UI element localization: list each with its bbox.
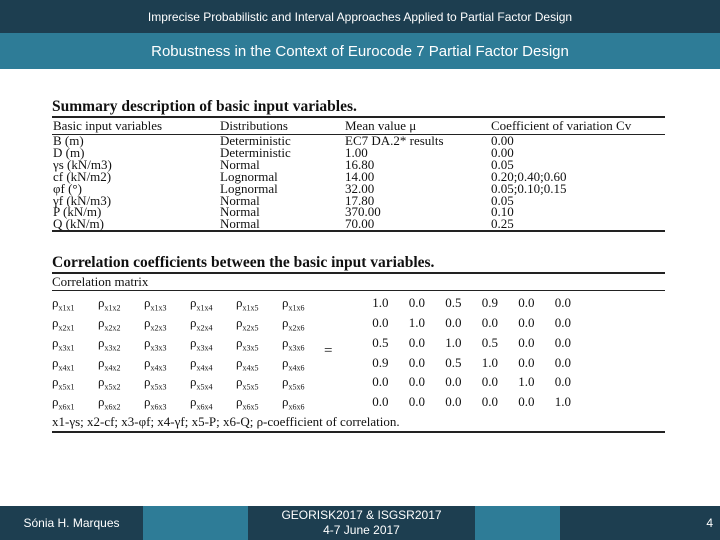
rho-subscript: x4x3: [150, 363, 167, 373]
matrix-value: 0.5: [445, 295, 462, 311]
rho-symbol: [98, 355, 144, 375]
rho-subscript: x6x5: [242, 402, 259, 412]
rho-subscript: x1x4: [196, 303, 213, 313]
matrix-value: 1.0: [445, 334, 462, 350]
rho-letter: ρ: [144, 295, 151, 311]
rho-subscript: x5x6: [288, 383, 305, 393]
matrix-value: 0.9: [372, 354, 389, 370]
table-cell: Q (kN/m): [52, 218, 219, 231]
rho-subscript: x6x1: [58, 402, 75, 412]
rho-symbol: [190, 355, 236, 375]
rho-symbol: [144, 335, 190, 355]
table-cell: 0.00: [491, 144, 514, 160]
table-cell: γf (kN/m3): [53, 192, 112, 208]
rho-letter: ρ: [52, 295, 59, 311]
rho-letter: ρ: [282, 354, 289, 370]
rho-letter: ρ: [98, 315, 105, 331]
rho-subscript: x1x3: [150, 303, 167, 313]
matrix-value: 0.0: [445, 374, 462, 390]
summary-title: Summary description of basic input variables.: [52, 98, 357, 115]
table-cell: Normal: [220, 204, 260, 220]
rho-letter: ρ: [52, 354, 59, 370]
column-header: Mean value μ: [344, 118, 490, 135]
footer-event-box: [248, 506, 475, 540]
matrix-value: 1.0: [518, 374, 535, 390]
matrix-value: 0.0: [554, 295, 571, 311]
table-cell: EC7 DA.2* results: [345, 133, 444, 148]
rho-symbol: [52, 394, 98, 414]
rho-letter: ρ: [190, 374, 197, 390]
rho-subscript: x2x1: [58, 323, 75, 333]
footer-spacer: [143, 506, 248, 540]
table-cell: 0.05;0.10;0.15: [491, 180, 567, 196]
table-cell: D (m): [53, 144, 85, 160]
column-header: Coefficient of variation Cv: [490, 118, 665, 135]
rho-subscript: x3x5: [242, 343, 259, 353]
table-cell: Deterministic: [220, 144, 291, 160]
rho-letter: ρ: [236, 374, 243, 390]
rho-subscript: x3x6: [288, 343, 305, 353]
correlation-value-matrix: [352, 295, 571, 414]
rho-subscript: x6x3: [150, 402, 167, 412]
table-cell: P (kN/m): [53, 204, 102, 220]
rho-letter: ρ: [98, 334, 105, 350]
rho-letter: ρ: [144, 334, 151, 350]
matrix-value: 0.0: [372, 315, 389, 331]
rho-symbol: [52, 335, 98, 355]
rho-letter: ρ: [144, 374, 151, 390]
matrix-value: 0.0: [554, 354, 571, 370]
rho-letter: ρ: [236, 394, 243, 410]
rho-subscript: x1x6: [288, 303, 305, 313]
matrix-value: 0.0: [518, 315, 535, 331]
rho-subscript: x5x5: [242, 383, 259, 393]
rho-letter: ρ: [52, 374, 59, 390]
correlation-title: Correlation coefficients between the basic input variables.: [52, 254, 435, 272]
table-cell: γs (kN/m3): [53, 156, 112, 172]
matrix-value: 0.5: [481, 334, 498, 350]
rho-letter: ρ: [236, 295, 243, 311]
rho-symbol: [190, 295, 236, 315]
rho-subscript: x5x4: [196, 383, 213, 393]
rho-subscript: x3x4: [196, 343, 213, 353]
rho-symbol: [282, 315, 328, 335]
rho-letter: ρ: [98, 295, 105, 311]
rho-symbol: [236, 355, 282, 375]
rho-symbol: [236, 315, 282, 335]
rho-letter: ρ: [190, 334, 197, 350]
table-cell: 17.80: [345, 192, 375, 208]
rho-letter: ρ: [282, 394, 289, 410]
table-cell: 16.80: [345, 156, 375, 172]
matrix-value: 1.0: [372, 295, 389, 311]
slide-title-bar: [0, 33, 720, 69]
rho-letter: ρ: [98, 394, 105, 410]
table-cell: 0.05: [491, 192, 514, 208]
rho-subscript: x3x3: [150, 343, 167, 353]
rho-subscript: x6x2: [104, 402, 121, 412]
rho-subscript: x2x2: [104, 323, 121, 333]
rho-letter: ρ: [282, 334, 289, 350]
rho-letter: ρ: [190, 394, 197, 410]
rho-symbol: [190, 315, 236, 335]
rho-symbol: [282, 335, 328, 355]
matrix-value: 0.0: [554, 374, 571, 390]
table-cell: 32.00: [345, 180, 375, 196]
matrix-value: 0.0: [372, 374, 389, 390]
rho-symbol: [52, 295, 98, 315]
rho-symbol: [144, 374, 190, 394]
table-cell: Normal: [219, 218, 344, 231]
rho-subscript: x4x1: [58, 363, 75, 373]
footer-author-box: [0, 506, 143, 540]
rho-symbol: [98, 335, 144, 355]
event-dates: 4-7 June 2017: [323, 523, 400, 537]
rho-letter: ρ: [282, 374, 289, 390]
rho-letter: ρ: [236, 315, 243, 331]
rho-letter: ρ: [190, 315, 197, 331]
table-cell: 14.00: [345, 168, 375, 184]
rho-subscript: x6x6: [288, 402, 305, 412]
table-cell: Normal: [220, 192, 260, 208]
matrix-value: 1.0: [554, 394, 571, 410]
rho-letter: ρ: [98, 354, 105, 370]
rho-letter: ρ: [52, 394, 59, 410]
footer-page-box: [560, 506, 720, 540]
rho-subscript: x4x5: [242, 363, 259, 373]
rho-subscript: x4x6: [288, 363, 305, 373]
rho-symbol: [144, 394, 190, 414]
matrix-value: 0.5: [445, 354, 462, 370]
footer-bar: [0, 506, 720, 540]
rho-letter: ρ: [190, 295, 197, 311]
rho-letter: ρ: [190, 354, 197, 370]
rho-symbol: [236, 394, 282, 414]
matrix-value: 0.0: [518, 295, 535, 311]
matrix-value: 0.0: [554, 334, 571, 350]
rho-symbol: [144, 355, 190, 375]
event-name: GEORISK2017 & ISGSR2017: [281, 508, 442, 522]
matrix-value: 0.0: [408, 334, 425, 350]
rho-subscript: x4x4: [196, 363, 213, 373]
rho-letter: ρ: [144, 354, 151, 370]
rho-symbol: [98, 394, 144, 414]
table-cell: Deterministic: [220, 133, 291, 148]
rho-symbol: [236, 335, 282, 355]
rho-letter: ρ: [144, 315, 151, 331]
table-cell: Lognormal: [220, 180, 278, 196]
rho-subscript: x3x2: [104, 343, 121, 353]
rho-letter: ρ: [52, 315, 59, 331]
rho-symbol-matrix: [52, 295, 328, 414]
author-name: Sónia H. Marques: [23, 516, 120, 530]
table-cell: 0.00: [491, 133, 514, 148]
page-number: 4: [706, 516, 713, 530]
rho-letter: ρ: [236, 354, 243, 370]
presentation-title: Imprecise Probabilistic and Interval Approaches Applied to Partial Factor Design: [147, 9, 573, 24]
column-header: Basic input variables: [52, 118, 219, 135]
matrix-value: 0.0: [372, 394, 389, 410]
table-cell: 1.00: [345, 144, 368, 160]
matrix-value: 0.9: [481, 295, 498, 311]
rho-subscript: x1x2: [104, 303, 121, 313]
rho-subscript: x1x5: [242, 303, 259, 313]
rho-symbol: [236, 374, 282, 394]
matrix-value: 0.5: [372, 334, 389, 350]
rho-symbol: [282, 295, 328, 315]
rho-symbol: [52, 374, 98, 394]
slide-title: Robustness in the Context of Eurocode 7 Partial Factor Design: [151, 42, 569, 60]
table-cell: cf (kN/m2): [53, 168, 112, 184]
table-cell: Lognormal: [220, 168, 278, 184]
matrix-value: 0.0: [481, 394, 498, 410]
slide-content: [52, 98, 665, 433]
rho-symbol: [282, 374, 328, 394]
correlation-section: [52, 254, 665, 433]
rho-symbol: [52, 315, 98, 335]
rho-subscript: x2x3: [150, 323, 167, 333]
rho-subscript: x2x5: [242, 323, 259, 333]
table-cell: Normal: [220, 156, 260, 172]
rho-symbol: [98, 374, 144, 394]
rho-symbol: [98, 295, 144, 315]
rho-symbol: [52, 355, 98, 375]
correlation-matrix: [52, 295, 665, 412]
rho-subscript: x1x1: [58, 303, 75, 313]
matrix-value: 0.0: [408, 354, 425, 370]
matrix-value: 0.0: [408, 295, 425, 311]
rho-symbol: [282, 394, 328, 414]
rho-subscript: x5x2: [104, 383, 121, 393]
matrix-value: 0.0: [518, 334, 535, 350]
rho-letter: ρ: [282, 315, 289, 331]
rho-subscript: x2x6: [288, 323, 305, 333]
rho-symbol: [190, 335, 236, 355]
presentation-title-bar: [0, 0, 720, 33]
table-cell: 0.10: [491, 204, 514, 220]
matrix-value: 0.0: [481, 315, 498, 331]
summary-table: [52, 118, 665, 232]
matrix-value: 0.0: [554, 315, 571, 331]
table-row: [52, 218, 665, 231]
rho-letter: ρ: [98, 374, 105, 390]
table-cell: 0.20;0.40;0.60: [491, 168, 567, 184]
table-cell: φf (°): [53, 180, 82, 196]
matrix-value: 1.0: [481, 354, 498, 370]
rho-symbol: [144, 315, 190, 335]
rho-subscript: x6x4: [196, 402, 213, 412]
rho-symbol: [144, 295, 190, 315]
table-cell: 70.00: [344, 218, 490, 231]
rho-symbol: [98, 315, 144, 335]
matrix-legend: x1-γs; x2-cf; x3-φf; x4-γf; x5-P; x6-Q; ρ-coefficient of correlation.: [52, 414, 665, 433]
column-header: Distributions: [219, 118, 344, 135]
rho-subscript: x5x1: [58, 383, 75, 393]
table-cell: 0.05: [491, 156, 514, 172]
matrix-value: 0.0: [518, 394, 535, 410]
matrix-value: 0.0: [445, 315, 462, 331]
matrix-label: Correlation matrix: [52, 274, 665, 291]
rho-symbol: [190, 394, 236, 414]
rho-subscript: x5x3: [150, 383, 167, 393]
equals-sign: =: [324, 343, 333, 360]
matrix-value: 0.0: [445, 394, 462, 410]
matrix-value: 0.0: [518, 354, 535, 370]
rho-letter: ρ: [52, 334, 59, 350]
rho-symbol: [282, 355, 328, 375]
matrix-value: 0.0: [408, 394, 425, 410]
rho-letter: ρ: [144, 394, 151, 410]
rho-subscript: x4x2: [104, 363, 121, 373]
rho-letter: ρ: [282, 295, 289, 311]
rho-subscript: x2x4: [196, 323, 213, 333]
rho-symbol: [236, 295, 282, 315]
table-cell: 370.00: [345, 204, 381, 220]
matrix-value: 1.0: [408, 315, 425, 331]
rho-symbol: [190, 374, 236, 394]
footer-spacer: [475, 506, 560, 540]
matrix-value: 0.0: [408, 374, 425, 390]
table-cell: 0.25: [490, 218, 665, 231]
matrix-value: 0.0: [481, 374, 498, 390]
rho-subscript: x3x1: [58, 343, 75, 353]
rho-letter: ρ: [236, 334, 243, 350]
table-cell: B (m): [53, 133, 84, 148]
